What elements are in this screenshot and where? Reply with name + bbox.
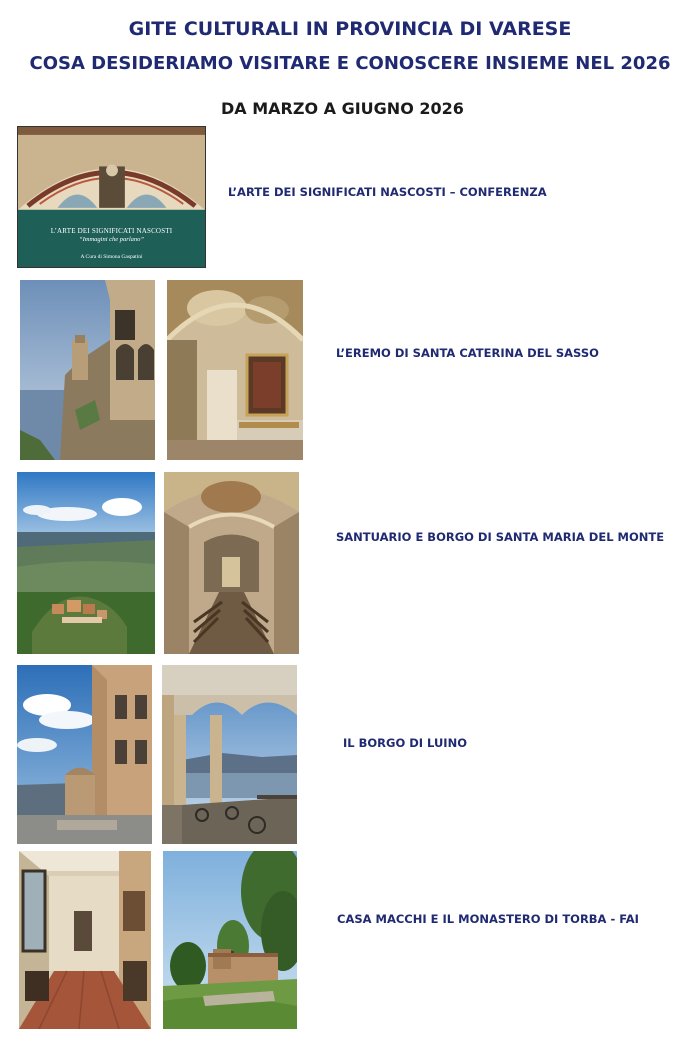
conference-poster-image bbox=[17, 126, 206, 268]
event-label-1: L’ARTE DEI SIGNIFICATI NASCOSTI – CONFERENZA bbox=[228, 185, 547, 199]
luino-lakefront-arcade-photo bbox=[162, 665, 297, 844]
event-label-2: L’EREMO DI SANTA CATERINA DEL SASSO bbox=[336, 346, 599, 360]
event-label-3: SANTUARIO E BORGO DI SANTA MARIA DEL MONTE bbox=[336, 530, 665, 544]
poster-credit: A Cura di Simona Gaspatini bbox=[80, 254, 143, 260]
period-heading: DA MARZO A GIUGNO 2026 bbox=[221, 99, 464, 118]
title-line-1: GITE CULTURALI IN PROVINCIA DI VARESE bbox=[128, 18, 572, 40]
event-label-4: IL BORGO DI LUINO bbox=[343, 736, 467, 750]
poster-title: L’ARTE DEI SIGNIFICATI NASCOSTI bbox=[50, 227, 173, 235]
eremo-church-interior-photo bbox=[167, 280, 303, 460]
eremo-cliff-photo bbox=[20, 280, 155, 460]
santa-maria-church-interior-photo bbox=[164, 472, 299, 654]
monastero-torba-photo bbox=[163, 851, 297, 1029]
casa-macchi-corridor-photo bbox=[19, 851, 151, 1029]
poster-subtitle: “Immagini che parlano” bbox=[79, 236, 144, 243]
luino-street-photo bbox=[17, 665, 152, 844]
santa-maria-aerial-photo bbox=[17, 472, 155, 654]
title-line-2: COSA DESIDERIAMO VISITARE E CONOSCERE INSIEME NEL 2026 bbox=[29, 53, 671, 74]
event-label-5: CASA MACCHI E IL MONASTERO DI TORBA - FAI bbox=[337, 912, 639, 926]
